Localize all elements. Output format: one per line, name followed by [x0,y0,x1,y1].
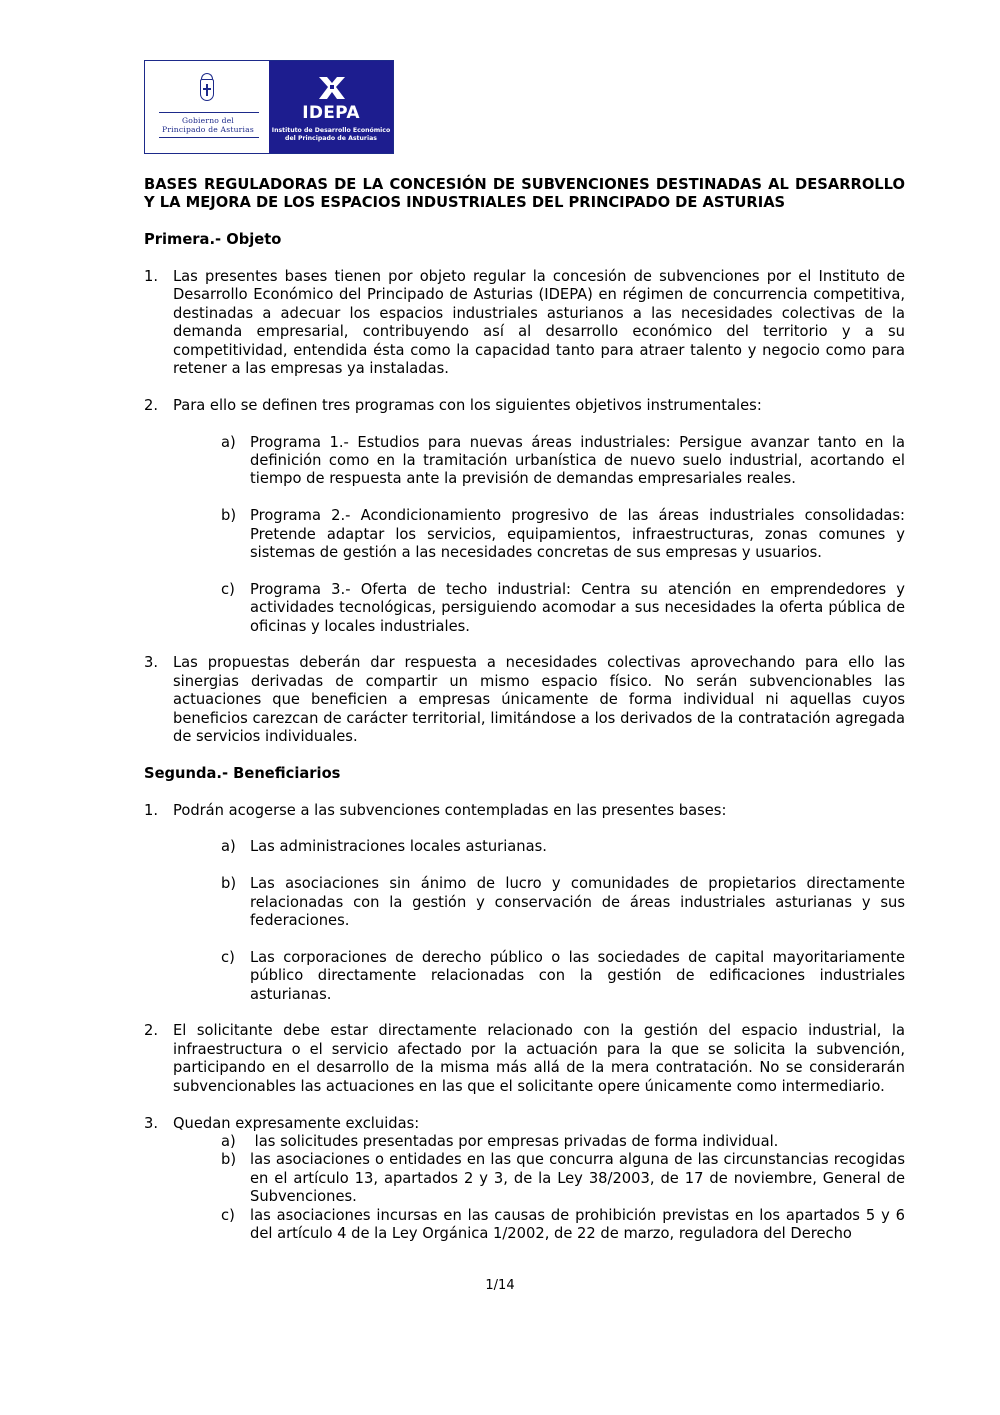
idepa-mark-icon [317,75,347,101]
clause-text: Quedan expresamente excluidas: [173,1114,420,1132]
item-text: las solicitudes presentadas por empresas privadas de forma individual. [250,1132,779,1150]
beneficiary-item-b [221,875,905,930]
clause-number: 2. [144,1022,159,1040]
item-letter: c) [221,580,235,598]
idepa-name: IDEPA [302,103,360,123]
program-item-c [221,581,905,636]
idepa-subtitle-line2: del Principado de Asturias [285,135,377,142]
page-number: 1/14 [485,1278,515,1293]
clause-primera-3 [144,654,905,746]
item-text: las asociaciones incursas en las causas de prohibición previstas en los apartados 5 y 6 del artículo 4 de la Ley Orgánica 1/2002, de 22 de marzo, reguladora del Derecho [250,1206,905,1242]
clause-number: 1. [144,801,159,819]
item-text: Las corporaciones de derecho público o las sociedades de capital mayoritariamente público directamente relacionadas con la gestión de edificaciones industriales asturianas. [250,948,905,1003]
item-letter: a) [221,433,236,451]
item-letter: b) [221,875,237,893]
divider [159,137,259,138]
gobierno-logo [145,61,269,153]
document-body [144,176,905,1243]
gobierno-text-line1: Gobierno del [181,116,235,125]
clause-segunda-1 [144,802,905,820]
gobierno-text-line2: Principado de Asturias [162,125,254,134]
clause-text: El solicitante debe estar directamente relacionado con la gestión del espacio industrial, la infraestructura o el servicio afectado por la actuación para la que se solicita la subvención, participando en el desarrollo de la misma más allá de la mera contratación. No se considerarán subvencionables las actuaciones en las que el solicitante opere únicamente como intermediario. [173,1022,905,1095]
beneficiary-item-c [221,949,905,1004]
item-letter: a) [221,1132,236,1150]
item-text: Las asociaciones sin ánimo de lucro y comunidades de propietarios directamente relacionadas con la gestión y conservación de áreas industriales asturianas y sus federaciones. [250,875,905,930]
item-letter: a) [221,838,236,856]
beneficiary-item-a [221,838,905,856]
program-item-a [221,434,905,489]
header-logo [144,60,394,154]
program-item-b [221,507,905,562]
idepa-subtitle-line1: Instituto de Desarrollo Económico [271,127,391,134]
exclusion-item-a [221,1133,905,1151]
clause-segunda-2 [144,1022,905,1096]
exclusion-item-c [221,1207,905,1244]
clause-primera-1 [144,268,905,378]
clause-text: Las propuestas deberán dar respuesta a necesidades colectivas aprovechando para ello las sinergias derivadas de compartir un mismo espacio físico. No serán subvencionables las actuaciones que beneficien a empresas únicamente de forma individual ni aquellas cuyos beneficios carezcan de carácter territorial, limitándose a los derivados de la contratación agregada de servicios individuales. [173,654,905,746]
clause-segunda-3 [144,1115,905,1133]
clause-number: 3. [144,1114,159,1132]
item-text: Programa 3.- Oferta de techo industrial: Centra su atención en emprendedores y actividades tecnológicas, persiguiendo acomodar a sus necesidades la oferta pública de oficinas y locales industriales. [250,580,905,635]
clause-primera-2 [144,397,905,415]
idepa-logo [269,61,393,153]
clause-number: 1. [144,268,159,285]
clause-number: 2. [144,396,159,414]
cross-icon [206,84,208,96]
item-letter: b) [221,507,237,525]
item-text: Programa 1.- Estudios para nuevas áreas industriales: Persigue avanzar tanto en la definición como en la tramitación urbanística de nuevo suelo industrial, acortando el tiempo de respuesta ante la previsión de demandas empresariales reales. [250,433,905,488]
clause-number: 3. [144,654,159,672]
item-letter: b) [221,1151,237,1169]
section-heading-primera: Primera.- Objeto [144,231,282,249]
item-letter: c) [221,1206,235,1224]
item-letter: c) [221,948,235,966]
divider [159,112,259,113]
clause-text: Para ello se definen tres programas con los siguientes objetivos instrumentales: [173,396,762,414]
clause-text: Las presentes bases tienen por objeto regular la concesión de subvenciones por el Instituto de Desarrollo Económico del Principado de Asturias (IDEPA) en régimen de concurrencia competitiva, destinadas a adecuar los espacios industriales asturianos a las necesidades colectivas de la demanda empresarial, contribuyendo así al desarrollo económico del territorio y a su competitividad, entendida ésta como la capacidad tanto para atraer talento y negocio como para retener a las empresas ya instaladas. [173,268,905,378]
section-heading-segunda: Segunda.- Beneficiarios [144,764,341,782]
item-text: Las administraciones locales asturianas. [250,838,547,856]
item-text: Programa 2.- Acondicionamiento progresivo de las áreas industriales consolidadas: Pretende adaptar los servicios, equipamientos, infraestructuras, zonas comunes y sistemas de gestión a las necesidades concretas de sus empresas y usuarios. [250,507,905,562]
exclusion-item-b [221,1151,905,1206]
clause-text: Podrán acogerse a las subvenciones contempladas en las presentes bases: [173,801,727,819]
item-text: las asociaciones o entidades en las que concurra alguna de las circunstancias recogidas en el artículo 13, apartados 2 y 3, de la Ley 38/2003, de 17 de noviembre, General de Subvenciones. [250,1151,905,1206]
document-title: BASES REGULADORAS DE LA CONCESIÓN DE SUBVENCIONES DESTINADAS AL DESARROLLO Y LA MEJORA DE LOS ESPACIOS INDUSTRIALES DEL PRINCIPADO DE ASTURIAS [144,176,905,212]
